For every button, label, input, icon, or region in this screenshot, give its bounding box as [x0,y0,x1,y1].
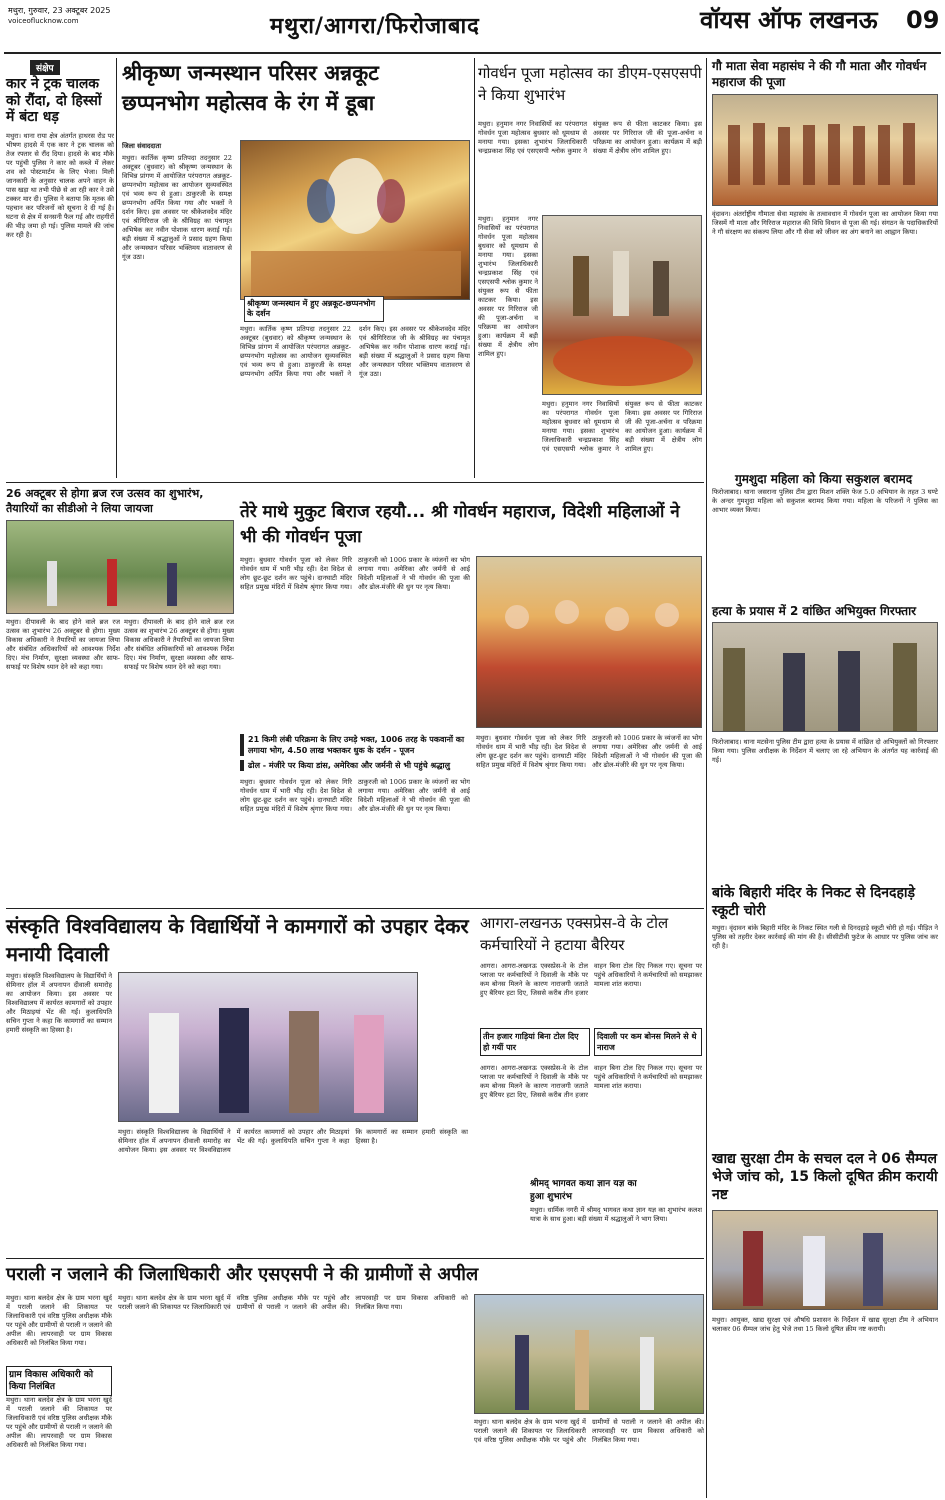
mukut-body-3: मथुरा। बुधवार गोवर्धन पूजा को लेकर गिरि गोवर्धन धाम में भारी भीड़ रही। देश विदेश से लोग छूट-छूट दर्शन कर पहुंचे। दानघाटी मंदिर सहित प्रमुख मंदिरों में विशेष श्रृंगार किया गया। ठाकुरजी को 1006 प्रकार के व्यंजनों का भोग लगाया गया। अमेरिका और जर्मनी से आई विदेशी महिलाओं ने भी गोवर्धन की पूजा की और ढोल-मंजीरे की धुन पर नृत्य किया। [476,734,702,769]
group-photo-icon [713,95,938,206]
banke-headline: बांके बिहारी मंदिर के निकट से दिनदहाड़े स्कूटी चोरी [712,885,916,919]
lead-byline: जिला संवाददाता [122,142,162,150]
toll-body: आगरा। आगरा-लखनऊ एक्सप्रेस-वे के टोल प्लाजा पर कर्मचारियों ने दिवाली के मौके पर कम बोनस मिलने के कारण नाराजगी जताते हुए बैरियर हटा दिए, जिससे करीब तीन हजार वाहन बिना टोल दिए निकल गए। सूचना पर पहुंचे अधिकारियों ने कर्मचारियों को समझाकर मामला शांत कराया। [480,962,702,997]
toll-headline: आगरा-लखनऊ एक्सप्रेस-वे के टोल कर्मचारियों ने हटाया बैरियर [480,914,669,954]
column-rule [706,58,707,1498]
sanskriti-photo [118,972,418,1122]
parali-body-3: मथुरा। थाना बलदेव क्षेत्र के ग्राम भरना खुर्द में पराली जलाने की शिकायत पर जिलाधिकारी एवं वरिष्ठ पुलिस अधीक्षक मौके पर पहुंचे और ग्रामीणों से पराली न जलाने की अपील की। लापरवाही पर ग्राम विकास अधिकारी को निलंबित किया गया। [118,1294,468,1311]
lead-headline: श्रीकृष्ण जन्मस्थान परिसर अन्नकूट छप्पनभोग महोत्सव के रंग में डूबा [122,61,379,115]
govardhan-dm-body-2: मथुरा। हनुमान नगर निवासियों का परंपरागत गोवर्धन पूजा महोत्सव बुधवार को धूमधाम से मनाया गया। इसका शुभारंभ जिलाधिकारी चन्द्रप्रकाश सिंह एवं एसएसपी श्लोक कुमार ने संयुक्त रूप से फीता काटकर किया। इस अवसर पर गिरिराज जी की पूजा-अर्चना व परिक्रमा का आयोजन हुआ। कार्यक्रम में बड़ी संख्या में क्षेत्रीय लोग शामिल हुए। [478,215,538,358]
page-number: 09 [906,6,940,34]
parali-subhead: ग्राम विकास अधिकारी को किया निलंबित [6,1366,112,1396]
gau-mata-body: वृंदावन। अंतर्राष्ट्रीय गौमाता सेवा महासंघ के तत्वावधान में गोवर्धन पूजा का आयोजन किया गया जिसमें गौ माता और गिरिराज महाराज की विधि विधान से पूजा की गई। संगठन के पदाधिकारियों ने गौ संरक्षण का संकल्प लिया और गौ सेवा को जीवन का अंग बनाने का आह्वान किया। [712,210,938,236]
toll-pullquote-1: तीन हजार गाड़ियां बिना टोल दिए हो गयीं पार [480,1028,590,1056]
lead-body: मथुरा। कार्तिक कृष्ण प्रतिपदा तदनुसार 22 अक्टूबर (बुधवार) को श्रीकृष्ण जन्मस्थान के विभिन्न प्रांगण में आयोजित परंपरागत अन्नकूट-छप्पनभोग महोत्सव का आयोजन सुव्यवस्थित एवं भव्य रूप से हुआ। ठाकुरजी के समक्ष छप्पनभोग अर्पित किया गया और भक्तों ने दर्शन किए। इस अवसर पर श्रीकेशवदेव मंदिर एवं श्रीगिरिराज जी के श्रीविग्रह का पंचामृत अभिषेक कर नवीन पोशाक धारण कराई गई। बड़ी संख्या में श्रद्धालुओं ने प्रसाद ग्रहण किया और जन्मस्थान परिसर भक्तिमय वातावरण से गूंज उठा। [122,154,232,261]
govardhan-dm-body-3: मथुरा। हनुमान नगर निवासियों का परंपरागत गोवर्धन पूजा महोत्सव बुधवार को धूमधाम से मनाया गया। इसका शुभारंभ जिलाधिकारी चन्द्रप्रकाश सिंह एवं एसएसपी श्लोक कुमार ने संयुक्त रूप से फीता काटकर किया। इस अवसर पर गिरिराज जी की पूजा-अर्चना व परिक्रमा का आयोजन हुआ। कार्यक्रम में बड़ी संख्या में क्षेत्रीय लोग शामिल हुए। [542,400,702,453]
mukut-highlight-2: ढोल - मंजीरे पर किया डांस, अमेरिका और जर्मनी से भी पहुंचे श्रद्धालु [240,760,470,771]
banke-body: मथुरा। वृंदावन बांके बिहारी मंदिर के निकट स्थित गली से दिनदहाड़े स्कूटी चोरी हो गई। पीड़ित ने पुलिस को तहरीर देकर कार्रवाई की मांग की है। सीसीटीवी फुटेज के आधार पर पुलिस जांच कर रही है। [712,924,938,950]
parali-headline: पराली न जलाने की जिलाधिकारी और एसएसपी ने की ग्रामीणों से अपील [6,1264,479,1285]
braj-raj-photo [6,520,234,614]
mukut-body-2: मथुरा। बुधवार गोवर्धन पूजा को लेकर गिरि गोवर्धन धाम में भारी भीड़ रही। देश विदेश से लोग छूट-छूट दर्शन कर पहुंचे। दानघाटी मंदिर सहित प्रमुख मंदिरों में विशेष श्रृंगार किया गया। ठाकुरजी को 1006 प्रकार के व्यंजनों का भोग लगाया गया। अमेरिका और जर्मनी से आई विदेशी महिलाओं ने भी गोवर्धन की पूजा की और ढोल-मंजीरे की धुन पर नृत्य किया। [240,778,470,813]
mukut-body: मथुरा। बुधवार गोवर्धन पूजा को लेकर गिरि गोवर्धन धाम में भारी भीड़ रही। देश विदेश से लोग छूट-छूट दर्शन कर पहुंचे। दानघाटी मंदिर सहित प्रमुख मंदिरों में विशेष श्रृंगार किया गया। ठाकुरजी को 1006 प्रकार के व्यंजनों का भोग लगाया गया। अमेरिका और जर्मनी से आई विदेशी महिलाओं ने भी गोवर्धन की पूजा की और ढोल-मंजीरे की धुन पर नृत्य किया। [240,556,470,591]
brief-headline: कार ने ट्रक चालक को रौंदा, दो हिस्सों में बंटा धड़ [6,76,102,126]
hatya-photo [712,622,938,732]
field-inspection-icon [475,1295,704,1414]
parali-body: मथुरा। थाना बलदेव क्षेत्र के ग्राम भरना खुर्द में पराली जलाने की शिकायत पर जिलाधिकारी एवं वरिष्ठ पुलिस अधीक्षक मौके पर पहुंचे और ग्रामीणों से पराली न जलाने की अपील की। लापरवाही पर ग्राम विकास अधिकारी को निलंबित किया गया। [6,1294,112,1347]
column-rule [474,58,475,478]
khadya-headline: खाद्य सुरक्षा टीम के सचल दल ने 06 सैम्पल भेजे जांच को, 15 किलो दूषित क्रीम करायी नष्ट [712,1151,938,1203]
dateline: मथुरा, गुरुवार, 23 अक्टूबर 2025 [8,6,111,15]
paper-name: वॉयस ऑफ लखनऊ [700,6,878,34]
gift-ceremony-icon [119,973,418,1122]
lead-caption: श्रीकृष्ण जन्मस्थान में हुए अन्नकूट-छप्पनभोग के दर्शन [244,296,384,322]
sanskriti-headline: संस्कृति विश्वविद्यालय के विद्यार्थियों ने कामगारों को उपहार देकर मनायी दिवाली [6,914,469,966]
deity-shrine-icon [241,141,470,300]
section-rule [6,908,704,909]
gumshuda-body: फिरोजाबाद। थाना जसराना पुलिस टीम द्वारा मिशन शक्ति फेज 5.0 अभियान के तहत 3 घण्टे के अन्दर गुमशुदा महिला को सकुशल बरामद किया गया। महिला के परिजनों ने पुलिस का आभार व्यक्त किया। [712,488,938,514]
bhagwat-body: मथुरा। धार्मिक नगरी में श्रीमद् भागवत कथा ज्ञान यज्ञ का शुभारंभ कलश यात्रा के साथ हुआ। बड़ी संख्या में श्रद्धालुओं ने भाग लिया। [530,1206,702,1223]
parali-photo [474,1294,704,1414]
toll-body-2: आगरा। आगरा-लखनऊ एक्सप्रेस-वे के टोल प्लाजा पर कर्मचारियों ने दिवाली के मौके पर कम बोनस मिलने के कारण नाराजगी जताते हुए बैरियर हटा दिए, जिससे करीब तीन हजार वाहन बिना टोल दिए निकल गए। सूचना पर पहुंचे अधिकारियों ने कर्मचारियों को समझाकर मामला शांत कराया। [480,1064,702,1099]
police-arrest-icon [713,623,938,732]
lead-body-col2: मथुरा। कार्तिक कृष्ण प्रतिपदा तदनुसार 22 अक्टूबर (बुधवार) को श्रीकृष्ण जन्मस्थान के विभिन्न प्रांगण में आयोजित परंपरागत अन्नकूट-छप्पनभोग महोत्सव का आयोजन सुव्यवस्थित एवं भव्य रूप से हुआ। ठाकुरजी के समक्ष छप्पनभोग अर्पित किया गया और भक्तों ने दर्शन किए। इस अवसर पर श्रीकेशवदेव मंदिर एवं श्रीगिरिराज जी के श्रीविग्रह का पंचामृत अभिषेक कर नवीन पोशाक धारण कराई गई। बड़ी संख्या में श्रद्धालुओं ने प्रसाद ग्रहण किया और जन्मस्थान परिसर भक्तिमय वातावरण से गूंज उठा। [240,325,470,378]
govardhan-dm-headline: गोवर्धन पूजा महोत्सव का डीएम-एसएसपी ने किया शुभारंभ [478,64,702,104]
section-rule [6,482,704,483]
braj-raj-body: मथुरा। दीपावली के बाद होने वाले ब्रज रज उत्सव का शुभारंभ 26 अक्टूबर से होगा। मुख्य विकास अधिकारी ने तैयारियों का जायजा लिया और संबंधित अधिकारियों को आवश्यक निर्देश दिए। मंच निर्माण, सुरक्षा व्यवस्था और साफ-सफाई पर विशेष ध्यान देने को कहा गया। [6,618,120,671]
column-rule [116,58,117,478]
section-title: मथुरा/आगरा/फिरोजाबाद [270,14,480,39]
mukut-photo [476,556,702,728]
khadya-body: मथुरा। आयुक्त, खाद्य सुरक्षा एवं औषधि प्रशासन के निर्देशन में खाद्य सुरक्षा टीम ने अभियान चलाकर 06 सैम्पल जांच हेतु भेजे तथा 15 किलो दूषित क्रीम नष्ट करायी। [712,1316,938,1333]
lead-photo [240,140,470,300]
mukut-headline: तेरे माथे मुकुट बिराज रहयौ... श्री गोवर्धन महाराज, विदेशी महिलाओं ने भी की गोवर्धन पूजा [240,502,680,547]
mukut-highlight-1: 21 किमी लंबी परिक्रमा के लिए उमड़े भक्त, 1006 तरह के पकवानों का लगाया भोग, 4.50 लाख भक्तकर धुक के दर्शन - पूजन [240,734,470,756]
sanskriti-body: मथुरा। संस्कृति विश्वविद्यालय के विद्यार्थियों ने सेमिनार हॉल में अपनापन दीवाली समारोह का आयोजन किया। इस अवसर पर विश्वविद्यालय में कार्यरत कामगारों को उपहार और मिठाइयां भेंट की गईं। कुलाधिपति सचिन गुप्ता ने कहा कि कामगारों का सम्मान हमारी संस्कृति का हिस्सा है। [6,972,112,1034]
govardhan-dm-body: मथुरा। हनुमान नगर निवासियों का परंपरागत गोवर्धन पूजा महोत्सव बुधवार को धूमधाम से मनाया गया। इसका शुभारंभ जिलाधिकारी चन्द्रप्रकाश सिंह एवं एसएसपी श्लोक कुमार ने संयुक्त रूप से फीता काटकर किया। इस अवसर पर गिरिराज जी की पूजा-अर्चना व परिक्रमा का आयोजन हुआ। कार्यक्रम में बड़ी संख्या में क्षेत्रीय लोग शामिल हुए। [478,120,702,155]
devotees-crowd-icon [477,557,702,728]
hatya-body: फिरोजाबाद। थाना मटसेना पुलिस टीम द्वारा हत्या के प्रयास में वांछित दो अभियुक्तों को गिरफ्तार किया गया। पुलिस अधीक्षक के निर्देशन में चलाए जा रहे अभियान के अंतर्गत यह कार्रवाई की गई। [712,738,938,764]
sanskriti-body-2: मथुरा। संस्कृति विश्वविद्यालय के विद्यार्थियों ने सेमिनार हॉल में अपनापन दीवाली समारोह का आयोजन किया। इस अवसर पर विश्वविद्यालय में कार्यरत कामगारों को उपहार और मिठाइयां भेंट की गईं। कुलाधिपति सचिन गुप्ता ने कहा कि कामगारों का सम्मान हमारी संस्कृति का हिस्सा है। [118,1128,468,1154]
inspection-site-icon [7,521,234,614]
brief-body: मथुरा। थाना राया क्षेत्र अंतर्गत हाथरस रोड पर भीषण हादसे में एक कार ने ट्रक चालक को तेज रफ्तार से रौंद दिया। हादसे के बाद मौके पर पहुंची पुलिस ने कार को कब्जे में लेकर शव को पोस्टमार्टम के लिए भेजा। मिली जानकारी के अनुसार चालक अपने वाहन के पास खड़ा था तभी पीछे से आ रही कार ने उसे टक्कर मार दी। पुलिस ने बताया कि मृतक की पहचान कर परिजनों को सूचना दे दी गई है। घटना से क्षेत्र में सनसनी फैल गई और राहगीरों की भीड़ जमा हो गई। पुलिस मामले की जांच कर रही है। [6,132,114,239]
gau-mata-headline: गौ माता सेवा महासंघ ने की गौ माता और गोवर्धन महाराज की पूजा [712,59,927,89]
masthead [0,0,945,56]
bhagwat-headline: श्रीमद् भागवत कथा ज्ञान यज्ञ का हुआ शुभारंभ [530,1179,637,1202]
brief-label: संक्षेप [30,60,60,75]
braj-raj-body-2: मथुरा। दीपावली के बाद होने वाले ब्रज रज उत्सव का शुभारंभ 26 अक्टूबर से होगा। मुख्य विकास अधिकारी ने तैयारियों का जायजा लिया और संबंधित अधिकारियों को आवश्यक निर्देश दिए। मंच निर्माण, सुरक्षा व्यवस्था और साफ-सफाई पर विशेष ध्यान देने को कहा गया। [124,618,234,671]
toll-pullquote-2: दिवाली पर कम बोनस मिलने से थे नाराज [594,1028,702,1056]
parali-rule [6,1258,704,1259]
gumshuda-headline: गुमशुदा महिला को किया सकुशल बरामद [735,472,913,486]
website: voiceoflucknow.com [8,17,79,25]
parali-body-2: मथुरा। थाना बलदेव क्षेत्र के ग्राम भरना खुर्द में पराली जलाने की शिकायत पर जिलाधिकारी एवं वरिष्ठ पुलिस अधीक्षक मौके पर पहुंचे और ग्रामीणों से पराली न जलाने की अपील की। लापरवाही पर ग्राम विकास अधिकारी को निलंबित किया गया। [6,1396,112,1449]
food-inspection-icon [713,1211,938,1310]
braj-raj-headline: 26 अक्टूबर से होगा ब्रज रज उत्सव का शुभारंभ, तैयारियों का सीडीओ ने लिया जायजा [6,487,204,515]
hatya-headline: हत्या के प्रयास में 2 वांछित अभियुक्त गिरफ्तार [712,604,917,618]
officials-worship-icon [543,216,702,395]
parali-body-4: मथुरा। थाना बलदेव क्षेत्र के ग्राम भरना खुर्द में पराली जलाने की शिकायत पर जिलाधिकारी एवं वरिष्ठ पुलिस अधीक्षक मौके पर पहुंचे और ग्रामीणों से पराली न जलाने की अपील की। लापरवाही पर ग्राम विकास अधिकारी को निलंबित किया गया। [474,1418,704,1444]
govardhan-dm-photo [542,215,702,395]
masthead-rule [4,52,941,54]
khadya-photo [712,1210,938,1310]
gau-mata-photo [712,94,938,206]
